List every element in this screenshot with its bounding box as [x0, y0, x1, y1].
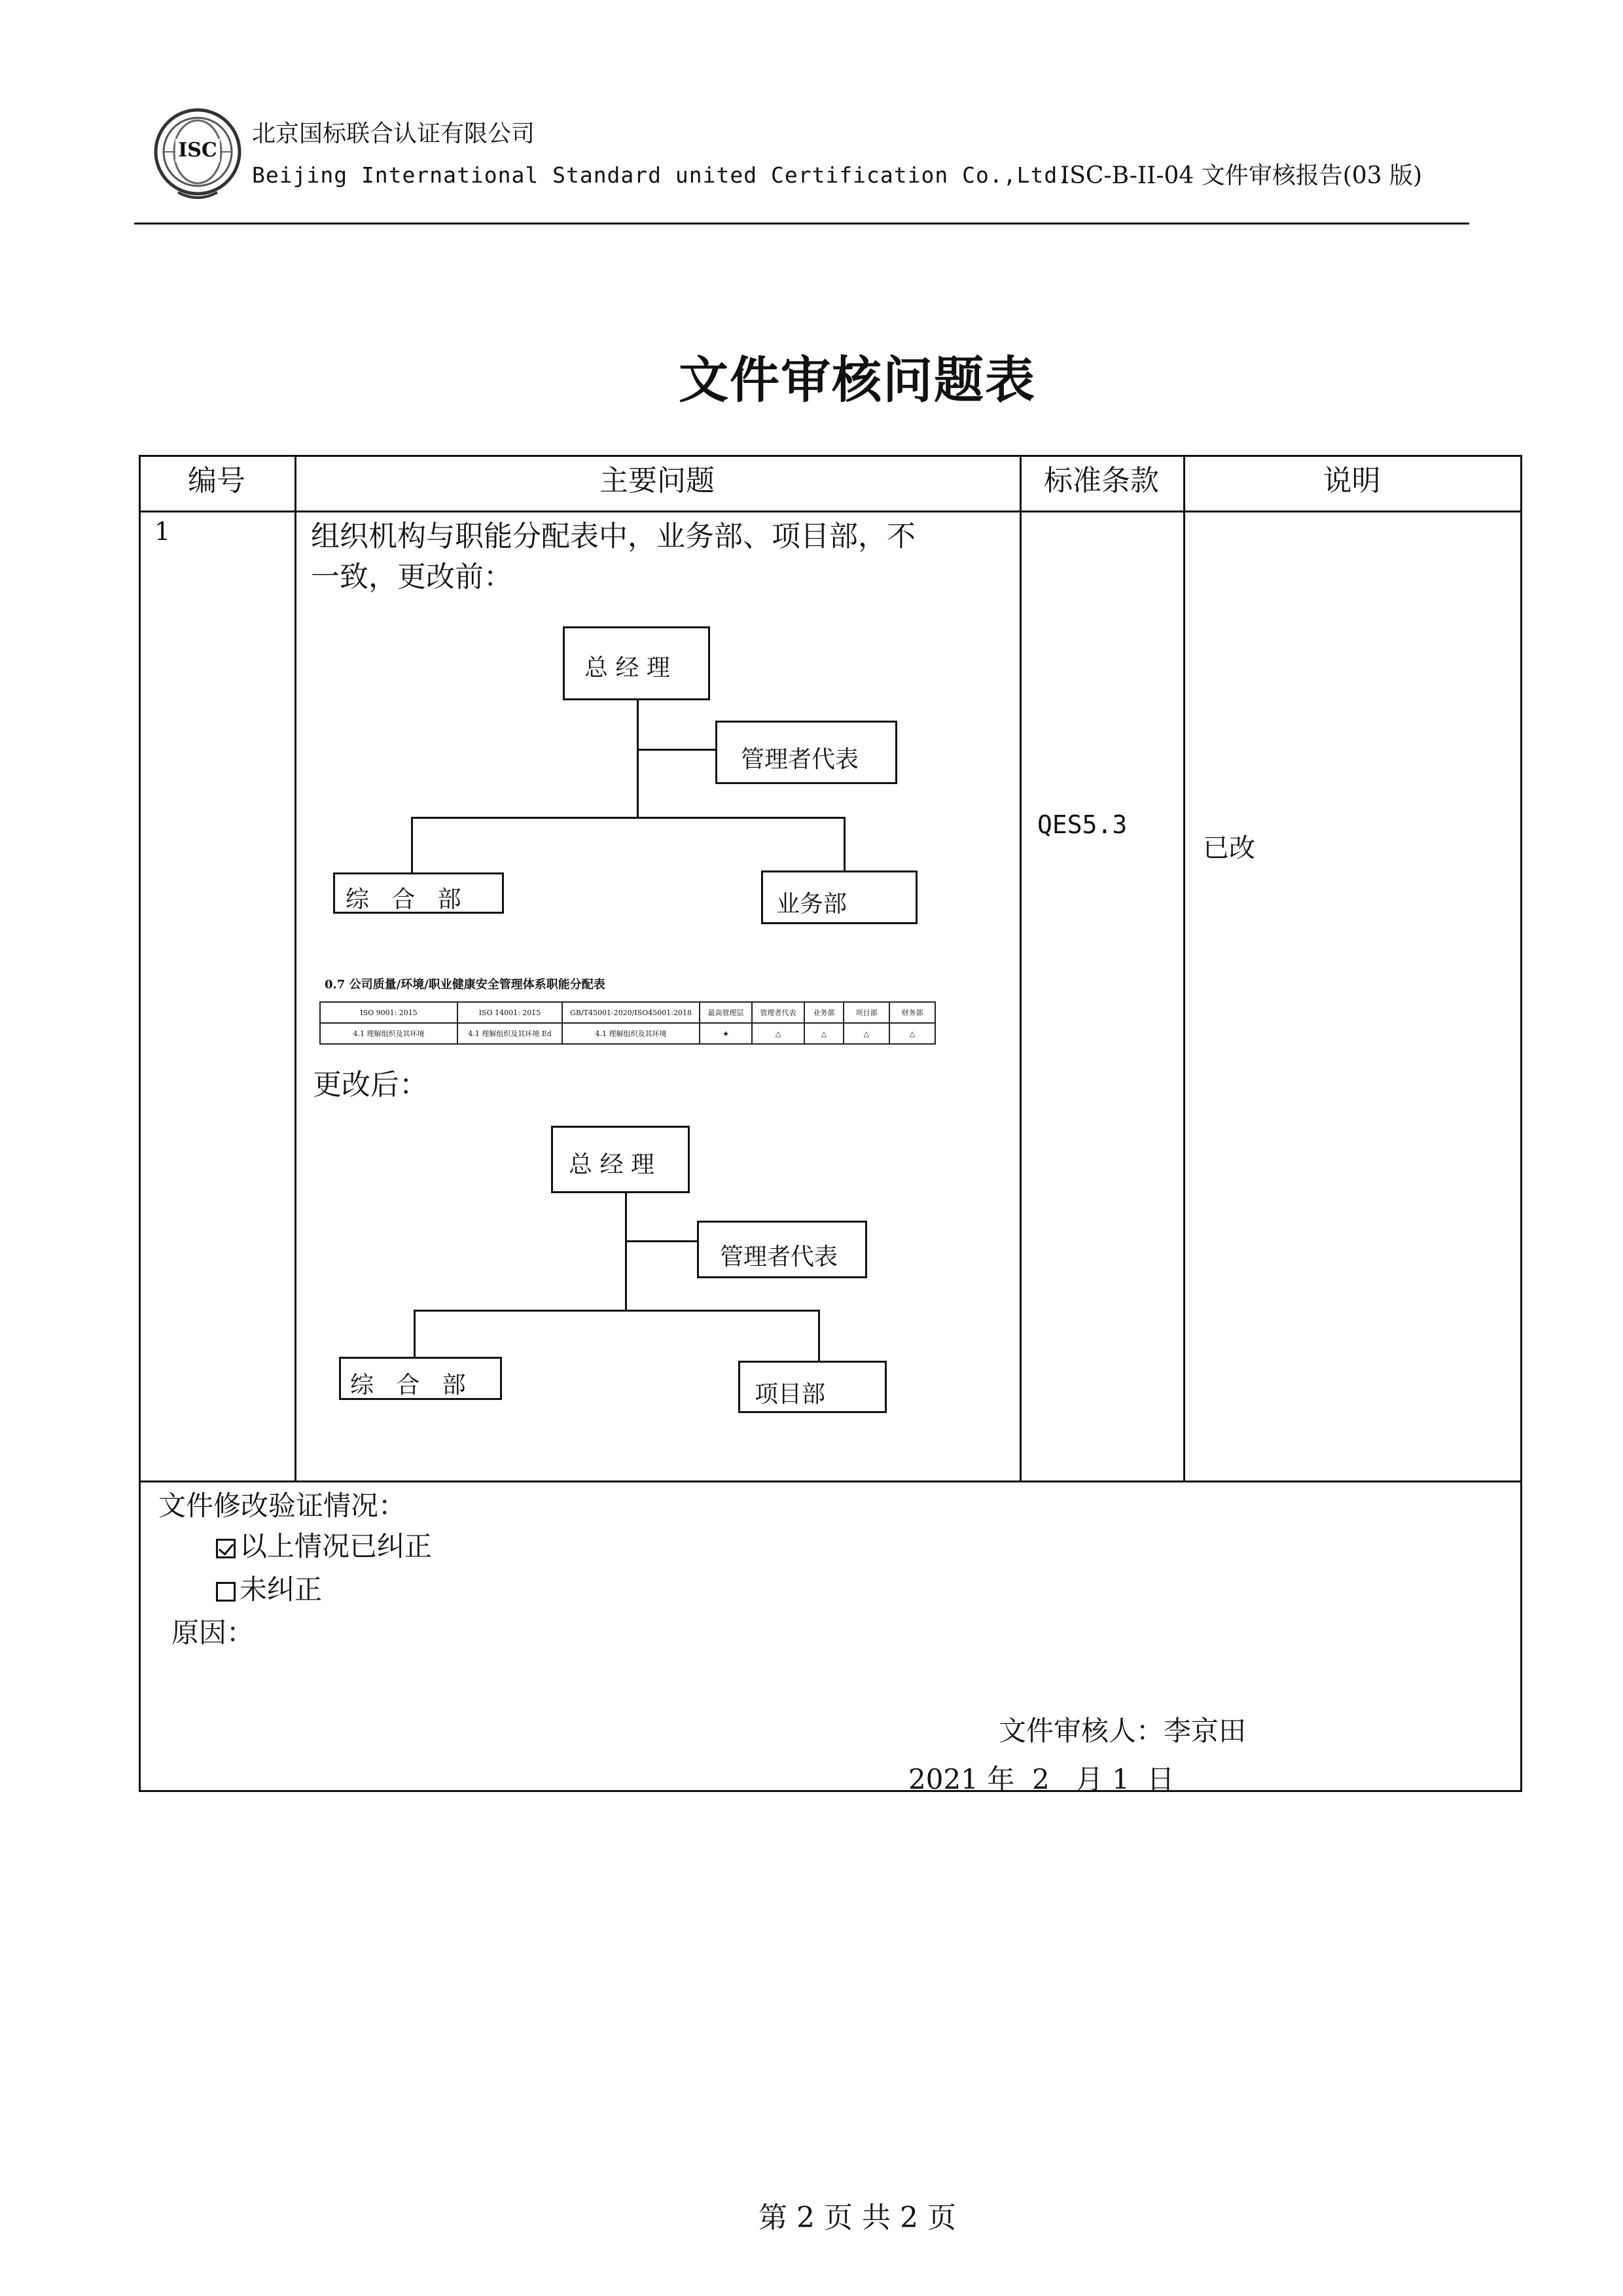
option-corrected[interactable]: 以上情况已纠正: [216, 1525, 432, 1564]
snippet-caption: 0.7 公司质量/环境/职业健康安全管理体系职能分配表: [325, 978, 605, 992]
org-after-project-dept: 项目部: [738, 1361, 887, 1413]
org-before-general-manager: 总 经 理: [563, 626, 710, 700]
header-main-issue: 主要问题: [599, 464, 715, 497]
company-name-en: Beijing International Standard united Certification Co.,Ltd.: [252, 162, 1072, 188]
row-number: 1: [154, 517, 171, 546]
header-standard-clause: 标准条款: [1044, 464, 1159, 497]
snippet-table: ISO 9001: 2015 ISO 14001: 2015 GB/T45001-2020/ISO45001:2018 最高管理层 管理者代表 业务部 项目部 财务部 4.1 理解组织及其环境 4.1 理解组织及其环境 Ed 4.1 理解组织及其环境 ★ △ △ △ △: [319, 1001, 936, 1045]
org-before-admin-dept: 综 合 部: [333, 872, 504, 914]
standard-clause: QES5.3: [1037, 810, 1128, 839]
page-number: 第 2 页 共 2 页: [758, 2201, 956, 2234]
org-before-management-rep: 管理者代表: [715, 721, 897, 784]
verification-label: 文件修改验证情况：: [158, 1490, 406, 1522]
org-before-business-dept: 业务部: [761, 870, 918, 924]
reviewer-signature: 文件审核人：李京田: [999, 1715, 1247, 1747]
document-code: ISC-B-II-04 文件审核报告(03 版): [1060, 162, 1423, 189]
option-not-corrected[interactable]: 未纠正: [216, 1568, 322, 1607]
checkbox-empty-icon[interactable]: [216, 1582, 236, 1602]
org-after-general-manager: 总 经 理: [551, 1126, 690, 1193]
org-after-management-rep: 管理者代表: [697, 1221, 867, 1278]
review-date: 2021 年 2 月 1 日: [908, 1763, 1175, 1795]
logo-text: ISC: [175, 139, 220, 162]
header-divider: [134, 223, 1469, 224]
company-logo: [152, 105, 243, 203]
problem-line-1: 组织机构与职能分配表中，业务部、项目部，不: [311, 520, 916, 553]
company-name-cn: 北京国标联合认证有限公司: [252, 120, 535, 147]
after-change-label: 更改后：: [313, 1068, 428, 1102]
header-note: 说明: [1323, 464, 1381, 497]
header-number: 编号: [188, 464, 245, 497]
problem-line-2: 一致，更改前：: [311, 560, 512, 594]
reason-label: 原因：: [171, 1617, 255, 1649]
page-title: 文件审核问题表: [679, 351, 1036, 409]
note-text: 已改: [1203, 833, 1255, 863]
checkbox-checked-icon[interactable]: [216, 1539, 236, 1558]
org-after-admin-dept: 综 合 部: [339, 1357, 502, 1400]
allocation-table-snippet: [313, 974, 990, 1055]
